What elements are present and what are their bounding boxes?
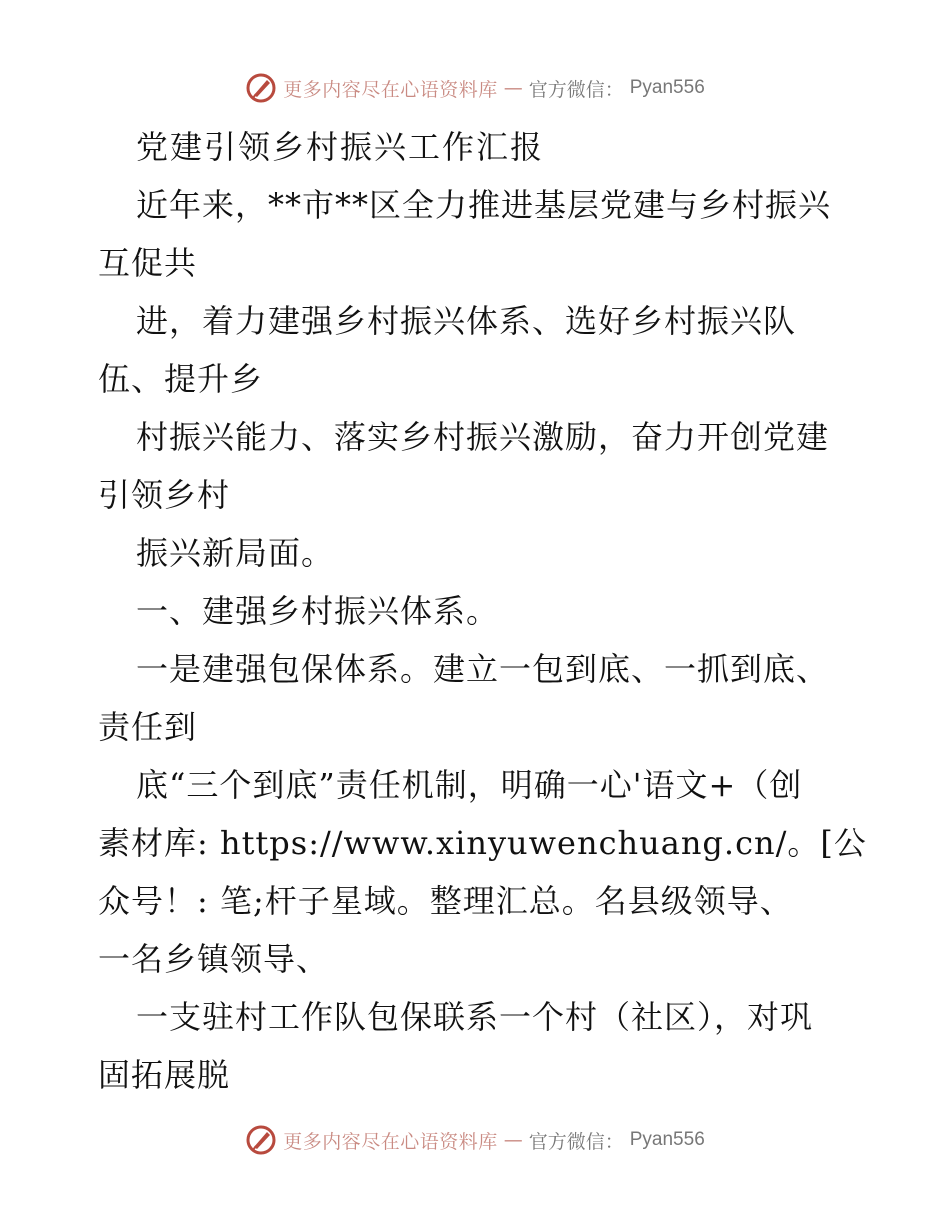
paragraph-line: 互促共 bbox=[98, 244, 198, 282]
header-watermark bbox=[0, 70, 950, 106]
footer-watermark bbox=[0, 1122, 950, 1158]
watermark-brand: 更多内容尽在心语资料库 bbox=[283, 1130, 498, 1153]
paragraph-line: 责任到 bbox=[98, 708, 198, 746]
paragraph-line: 众号！: 笔;杆子星域。整理汇总。名县级领导、 bbox=[98, 882, 793, 920]
document-body bbox=[98, 118, 867, 1104]
paragraph-line: 进，着力建强乡村振兴体系、选好乡村振兴队 bbox=[136, 302, 797, 340]
paragraph-line: 引领乡村 bbox=[98, 476, 231, 514]
watermark-label: 官方微信： bbox=[528, 1130, 624, 1153]
section-heading: 一、建强乡村振兴体系。 bbox=[136, 592, 500, 630]
paragraph-line: 一名乡镇领导、 bbox=[98, 940, 330, 978]
quill-logo-icon bbox=[245, 1124, 277, 1156]
document-title: 党建引领乡村振兴工作汇报 bbox=[136, 128, 545, 166]
paragraph-line: 近年来，**市**区全力推进基层党建与乡村振兴 bbox=[136, 186, 832, 224]
watermark-dash: — bbox=[503, 1129, 523, 1151]
paragraph-line: 伍、提升乡 bbox=[98, 360, 264, 398]
watermark-brand: 更多内容尽在心语资料库 bbox=[283, 78, 498, 101]
paragraph-line: 村振兴能力、落实乡村振兴激励，奋力开创党建 bbox=[136, 418, 830, 456]
paragraph-line: 底“三个到底”责任机制，明确一心'语文+（创 bbox=[136, 766, 803, 804]
watermark-label: 官方微信： bbox=[528, 78, 624, 101]
watermark-wechat-id: Pyan556 bbox=[629, 77, 705, 98]
quill-logo-icon bbox=[245, 72, 277, 104]
paragraph-line: 素材库: https://www.xinyuwenchuang.cn/。[公 bbox=[98, 824, 867, 862]
paragraph-line: 固拓展脱 bbox=[98, 1056, 231, 1094]
watermark-wechat-id: Pyan556 bbox=[629, 1129, 705, 1150]
paragraph-line: 振兴新局面。 bbox=[136, 534, 335, 572]
paragraph-line: 一是建强包保体系。建立一包到底、一抓到底、 bbox=[136, 650, 830, 688]
watermark-dash: — bbox=[503, 77, 523, 99]
paragraph-line: 一支驻村工作队包保联系一个村（社区），对巩 bbox=[136, 998, 814, 1036]
